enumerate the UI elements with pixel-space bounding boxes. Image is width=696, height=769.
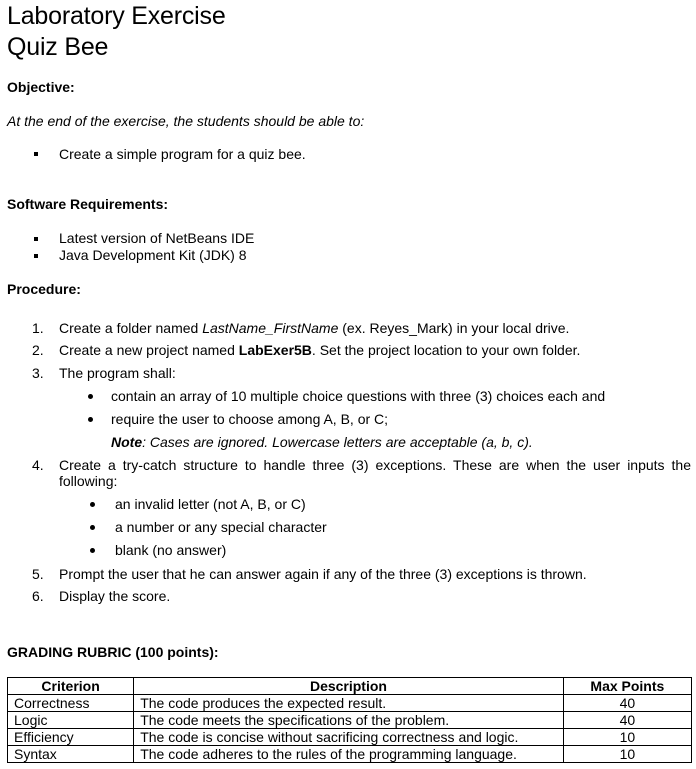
objective-heading: Objective: [7,79,75,95]
criterion-cell: Syntax [8,746,134,763]
step-4-line-1: Create a try-catch structure to handle three (3) exceptions. These are when the user inputs the [59,457,691,473]
step-1-text: Create a folder named LastName_FirstName (ex. Reyes_Mark) in your local drive. [59,320,570,336]
step-2-text: Create a new project named LabExer5B. Set the project location to your own folder. [59,342,581,358]
step-number: 1. [32,320,44,336]
description-cell: The code is concise without sacrificing correctness and logic. [134,729,564,746]
procedure-heading: Procedure: [7,281,81,297]
description-cell: The code produces the expected result. [134,695,564,712]
round-bullet-icon [90,502,95,507]
round-bullet-icon [88,394,93,399]
step-5-text: Prompt the user that he can answer again if any of the three (3) exceptions is thrown. [59,566,587,582]
rubric-header-row [8,678,692,695]
objective-intro: At the end of the exercise, the students should be able to: [7,113,365,129]
rubric-table [7,677,692,763]
criterion-cell: Correctness [8,695,134,712]
column-header: Criterion [8,678,134,695]
objective-item: Create a simple program for a quiz bee. [59,146,306,162]
step-number: 3. [32,365,44,381]
criterion-cell: Efficiency [8,729,134,746]
square-bullet-icon [34,254,38,258]
software-item: Latest version of NetBeans IDE [59,230,255,246]
points-cell: 40 [563,695,691,712]
table-row [8,712,692,729]
round-bullet-icon [90,548,95,553]
points-cell: 10 [563,729,691,746]
step-3-subitem: require the user to choose among A, B, or C; [111,411,389,427]
step-3-text: The program shall: [59,365,176,381]
column-header: Max Points [563,678,691,695]
software-item: Java Development Kit (JDK) 8 [59,247,247,263]
points-cell: 40 [563,712,691,729]
description-cell: The code meets the specifications of the problem. [134,712,564,729]
description-cell: The code adheres to the rules of the programming language. [134,746,564,763]
points-cell: 10 [563,746,691,763]
step-4-line-2: following: [59,473,118,489]
table-row [8,695,692,712]
software-heading: Software Requirements: [7,196,169,212]
step-number: 6. [32,588,44,604]
step-number: 5. [32,566,44,582]
rubric-heading: GRADING RUBRIC (100 points): [7,644,219,660]
step-4-subitem: an invalid letter (not A, B, or C) [115,496,306,512]
step-6-text: Display the score. [59,588,171,604]
square-bullet-icon [34,237,38,241]
step-number: 2. [32,342,44,358]
step-4-subitem: blank (no answer) [115,542,227,558]
title-line-2: Quiz Bee [7,33,109,61]
title-line-1: Laboratory Exercise [7,2,226,30]
criterion-cell: Logic [8,712,134,729]
table-row [8,729,692,746]
step-3-note: Note: Cases are ignored. Lowercase letters are acceptable (a, b, c). [111,434,533,450]
step-4-subitem: a number or any special character [115,519,327,535]
square-bullet-icon [34,152,38,156]
column-header: Description [134,678,564,695]
table-row [8,746,692,763]
round-bullet-icon [88,417,93,422]
round-bullet-icon [90,525,95,530]
step-number: 4. [32,457,44,473]
step-3-subitem: contain an array of 10 multiple choice questions with three (3) choices each and [111,388,606,404]
